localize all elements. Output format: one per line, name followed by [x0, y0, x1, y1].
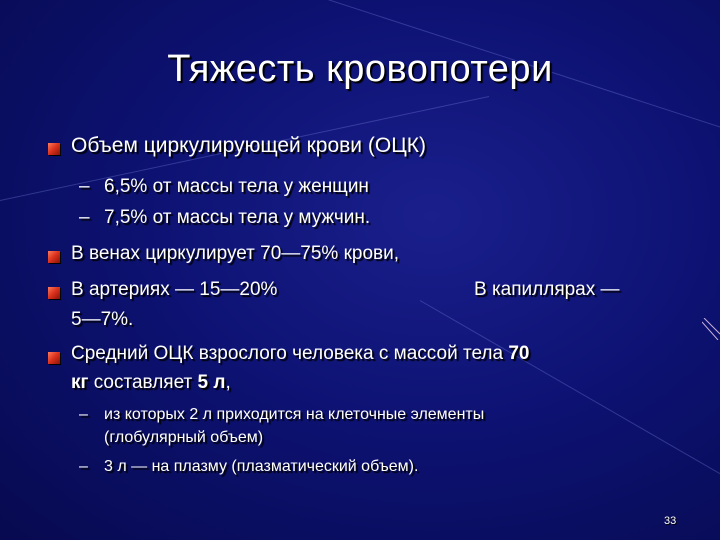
sub-bullet-women: 6,5% от массы тела у женщин: [104, 176, 369, 197]
bullet-marker: [48, 352, 60, 364]
bullet-marker: [48, 251, 60, 263]
bullet-text-ock: Объем циркулирующей крови (ОЦК): [71, 134, 426, 157]
decorative-streak: [420, 300, 720, 501]
bold-value-5l: 5 л: [197, 372, 226, 393]
decorative-corner-lines: [702, 318, 720, 340]
sub-bullet-dash: –: [79, 406, 88, 423]
text-segment: составляет: [88, 372, 198, 393]
bullet-marker: [48, 287, 60, 299]
bullet-text-capillaries: В капиллярах —: [474, 279, 620, 300]
text-segment: Средний ОЦК взрослого человека с массой тела: [71, 343, 509, 364]
bullet-text-arteries: В артериях — 15—20%: [71, 279, 278, 300]
bullet-text-average-volume-cont: [71, 372, 231, 394]
bullet-text-veins: В венах циркулирует 70—75% крови,: [71, 243, 400, 264]
sub-bullet-dash: –: [79, 207, 90, 228]
sub-bullet-cells: из которых 2 л приходится на клеточные элементы: [104, 406, 485, 423]
bullet-text-average-volume: [71, 343, 529, 365]
sub-bullet-men: 7,5% от массы тела у мужчин.: [104, 207, 371, 228]
sub-bullet-cells-cont: (глобулярный объем): [104, 429, 264, 446]
sub-bullet-dash: –: [79, 176, 90, 197]
bold-value-70: 70: [508, 343, 530, 364]
sub-bullet-plasma: 3 л — на плазму (плазматический объем).: [104, 458, 419, 475]
slide-title: Тяжесть кровопотери: [167, 48, 553, 90]
page-number: 33: [664, 515, 677, 527]
bold-value-kg: кг: [71, 372, 89, 393]
sub-bullet-dash: –: [79, 458, 88, 475]
bullet-text-capillaries-cont: 5—7%.: [71, 309, 134, 330]
text-segment: ,: [225, 372, 231, 393]
bullet-marker: [48, 143, 60, 155]
